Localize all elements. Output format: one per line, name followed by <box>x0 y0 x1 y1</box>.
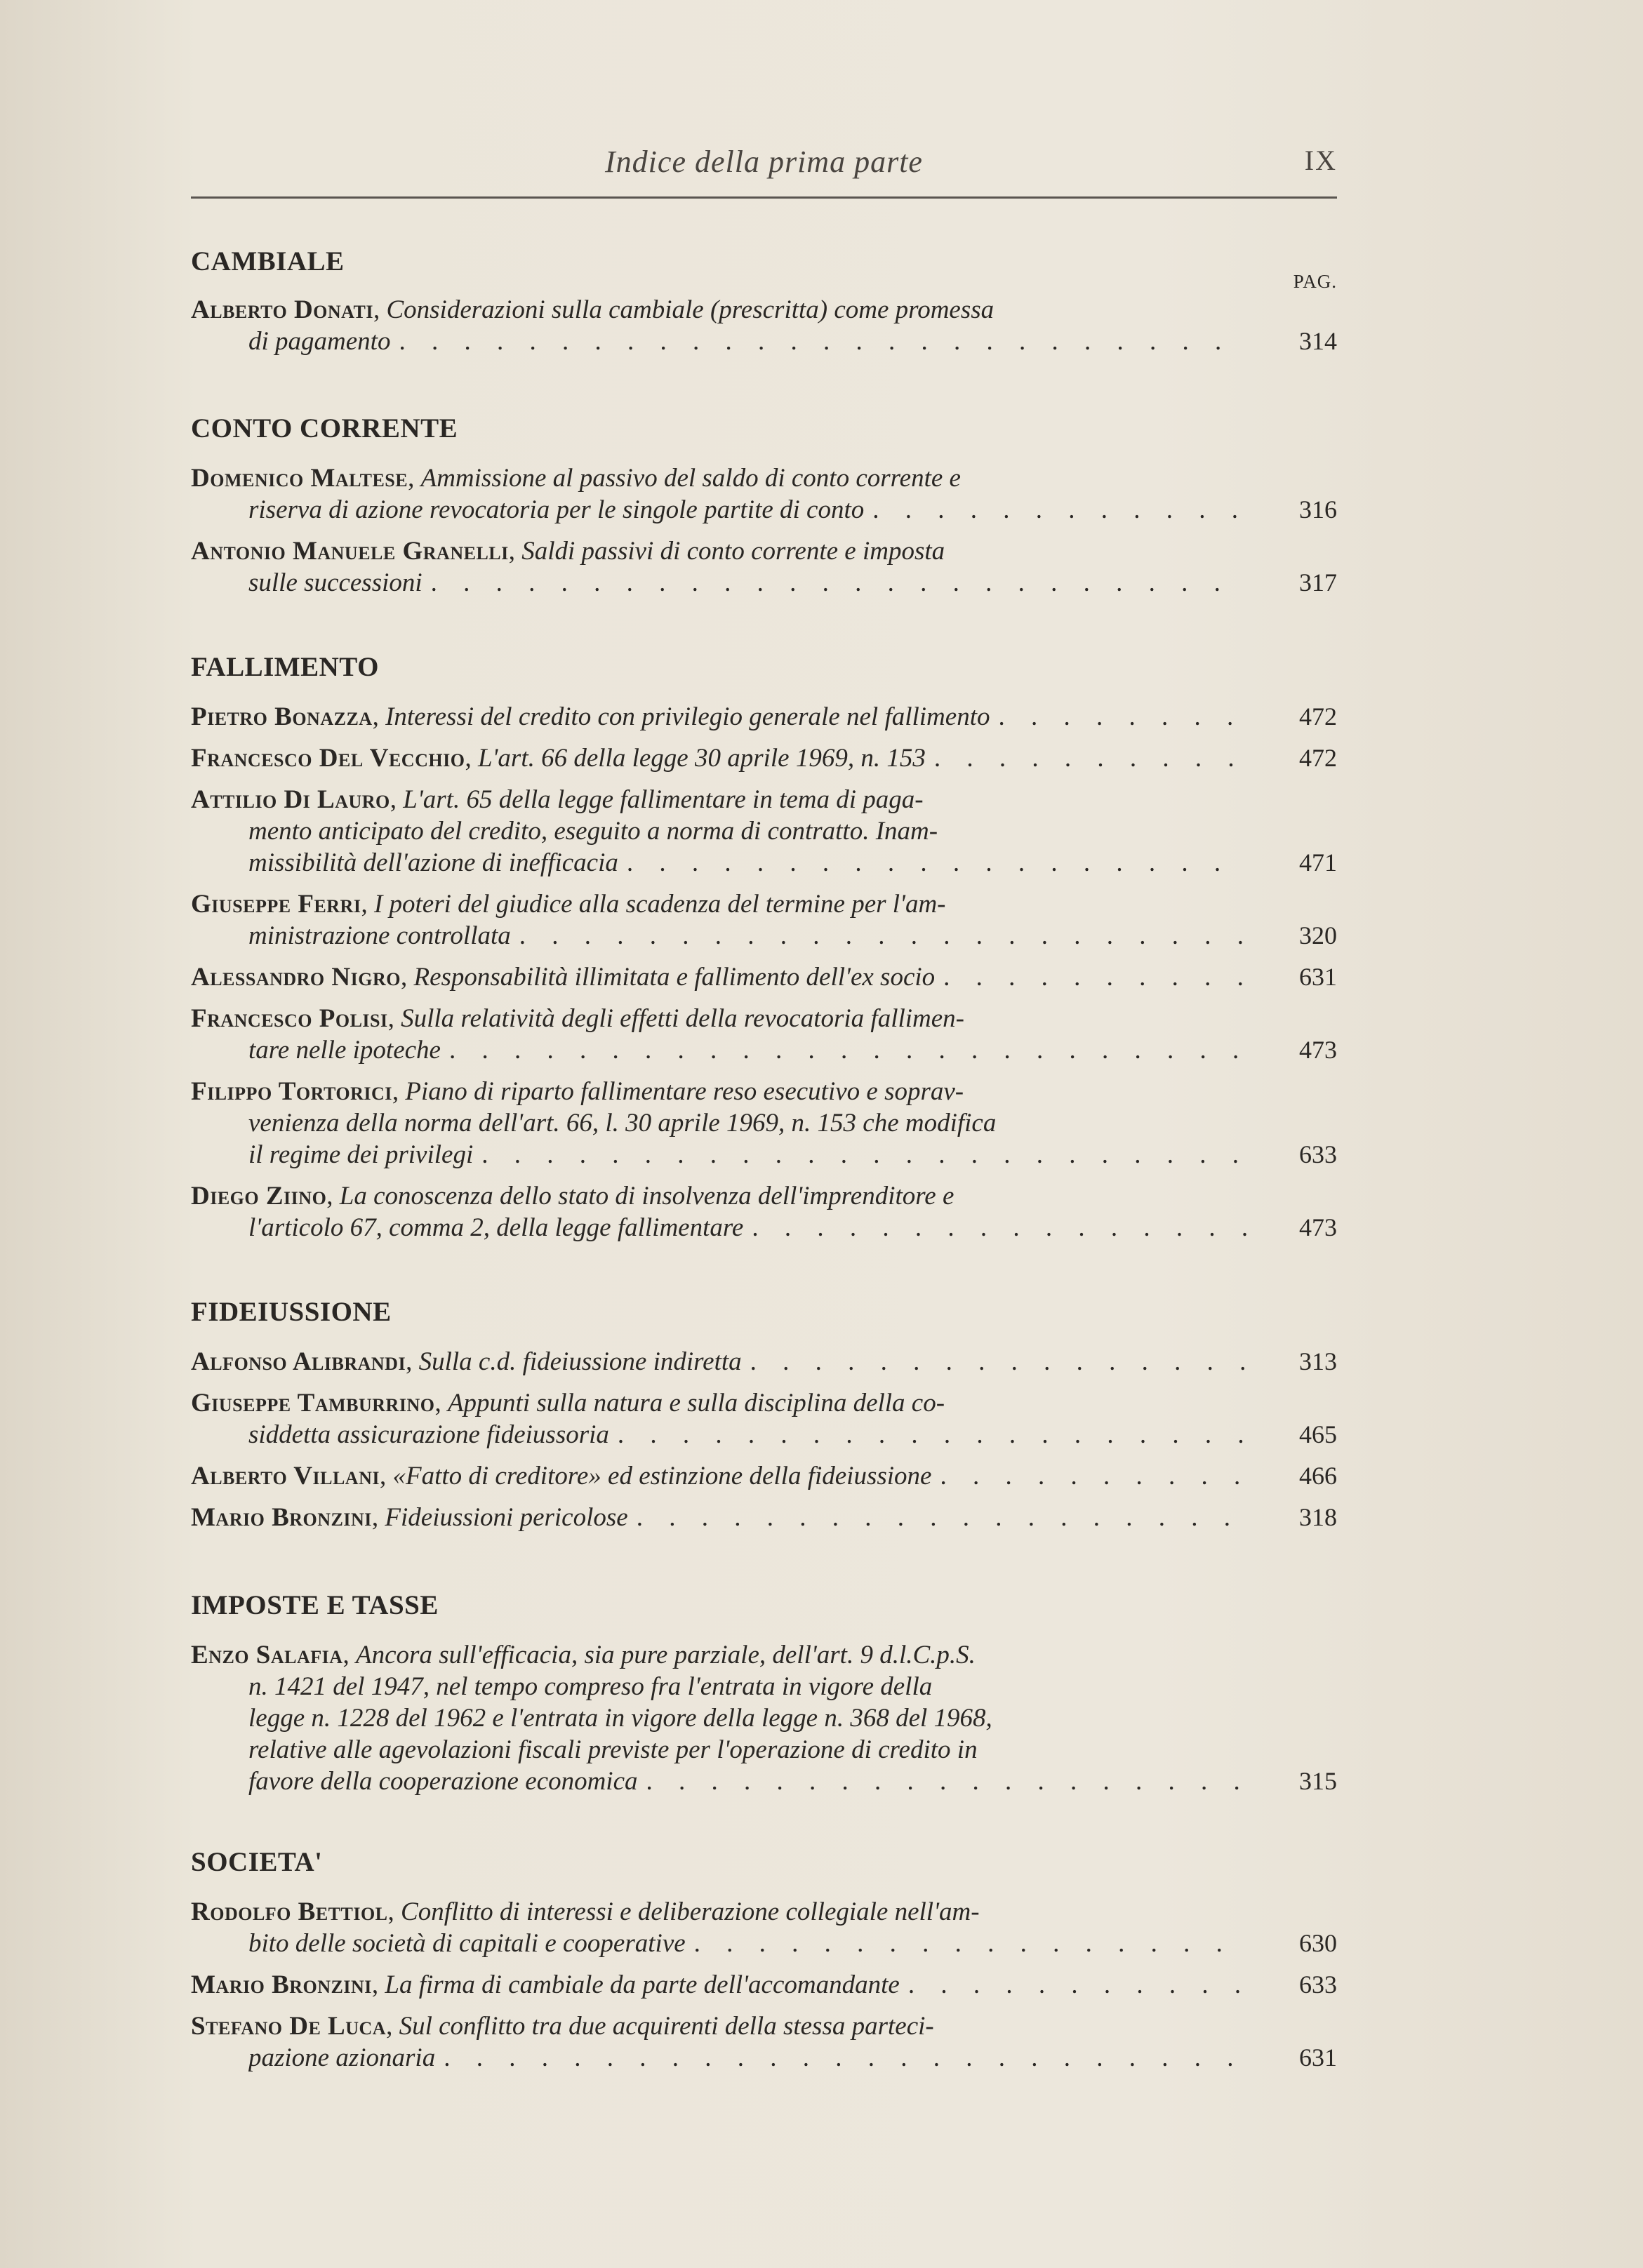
entry-title: Sulla relatività degli effetti della revocatoria fallimen- <box>401 1004 964 1033</box>
index-entry <box>191 1181 1337 1244</box>
entry-title: il regime dei privilegi <box>248 1140 474 1169</box>
comma: , <box>387 1004 401 1033</box>
index-entry <box>191 785 1337 879</box>
entry-author: Attilio Di Lauro <box>191 785 390 814</box>
entry-author: Alberto Villani <box>191 1462 380 1490</box>
entry-page: 315 <box>1299 1767 1337 1795</box>
dot-leader <box>864 495 1246 525</box>
section-heading: FALLIMENTO <box>191 652 379 682</box>
index-entry <box>191 1970 1337 2001</box>
entry-title: pazione azionaria <box>248 2043 436 2072</box>
index-entry <box>191 1388 1337 1451</box>
dot-leader <box>743 1213 1246 1243</box>
comma: , <box>386 2012 399 2041</box>
entry-author: Filippo Tortorici <box>191 1077 392 1106</box>
comma: , <box>406 1347 419 1376</box>
comma: , <box>400 963 414 992</box>
comma: , <box>361 890 374 919</box>
comma: , <box>434 1389 448 1418</box>
entry-title: venienza della norma dell'art. 66, l. 30 aprile 1969, n. 153 che modifica <box>248 1109 997 1138</box>
comma: , <box>390 785 404 814</box>
entry-title: Conflitto di interessi e deliberazione collegiale nell'am- <box>401 1897 980 1926</box>
entry-title: riserva di azione revocatoria per le singole partite di conto <box>248 495 865 524</box>
entry-title: «Fatto di creditore» ed estinzione della fideiussione <box>392 1462 932 1490</box>
entry-line <box>191 1213 1337 1244</box>
comma: , <box>326 1182 340 1210</box>
running-header <box>191 144 1337 186</box>
section-fallimento <box>191 651 1337 1254</box>
index-entry <box>191 463 1337 526</box>
entry-page: 466 <box>1299 1462 1337 1490</box>
page-number: IX <box>1304 145 1337 176</box>
entry-page: 472 <box>1299 702 1337 731</box>
index-entry <box>191 1640 1337 1798</box>
entry-author: Diego Ziino <box>191 1182 327 1210</box>
entry-author: Pietro Bonazza <box>191 702 373 731</box>
index-entry <box>191 889 1337 952</box>
entry-line <box>191 495 1337 526</box>
entry-title: I poteri del giudice alla scadenza del termine per l'am- <box>373 890 946 919</box>
section-heading: CONTO CORRENTE <box>191 413 458 443</box>
dot-leader <box>935 962 1246 992</box>
dot-leader <box>900 1970 1246 2000</box>
entry-page: 633 <box>1299 1140 1337 1168</box>
entry-title: siddetta assicurazione fideiussoria <box>248 1420 609 1449</box>
entry-page: 472 <box>1299 744 1337 772</box>
entry-line <box>191 326 1337 358</box>
dot-leader <box>742 1347 1246 1377</box>
entry-title: tare nelle ipoteche <box>248 1036 441 1065</box>
entry-title: sulle successioni <box>248 568 423 597</box>
entry-title: La firma di cambiale da parte dell'accomandante <box>385 1970 900 1999</box>
entry-page: 320 <box>1299 921 1337 949</box>
entry-line <box>191 1735 1337 1766</box>
comma: , <box>408 464 421 493</box>
entry-author: Francesco Polisi <box>191 1004 388 1033</box>
entry-line <box>191 889 1337 921</box>
section-heading: SOCIETA' <box>191 1847 323 1877</box>
entry-title: Saldi passivi di conto corrente e imposta <box>521 537 945 566</box>
entry-line <box>191 568 1337 599</box>
entry-author: Alfonso Alibrandi <box>191 1347 406 1376</box>
entry-title: Responsabilità illimitata e fallimento dell'ex socio <box>413 963 936 992</box>
entry-page: 317 <box>1299 568 1337 596</box>
comma: , <box>379 1462 393 1490</box>
entry-line <box>191 1076 1337 1108</box>
entry-title: Interessi del credito con privilegio generale nel fallimento <box>385 702 990 731</box>
entry-line <box>191 1140 1337 1171</box>
entry-title: relative alle agevolazioni fiscali previste per l'operazione di credito in <box>248 1735 978 1764</box>
entry-line <box>191 848 1337 879</box>
entry-page: 313 <box>1299 1347 1337 1375</box>
entry-page: 631 <box>1299 963 1337 991</box>
entry-line <box>191 1928 1337 1960</box>
entry-title: di pagamento <box>248 327 391 356</box>
dot-leader <box>926 743 1246 773</box>
entry-line <box>191 536 1337 568</box>
entry-line <box>191 702 1337 733</box>
entry-title: L'art. 66 della legge 30 aprile 1969, n. 153 <box>477 744 926 773</box>
index-entry <box>191 2011 1337 2074</box>
entry-page: 465 <box>1299 1420 1337 1448</box>
entry-title: n. 1421 del 1947, nel tempo compreso fra l'entrata in vigore della <box>248 1672 933 1701</box>
entry-title: missibilità dell'azione di inefficacia <box>248 848 618 877</box>
entry-author: Alberto Donati <box>191 295 373 324</box>
entry-title: La conoscenza dello stato di insolvenza dell'imprenditore e <box>339 1182 954 1210</box>
entry-line <box>191 921 1337 952</box>
index-entry <box>191 1003 1337 1067</box>
dot-leader <box>511 921 1246 951</box>
entry-author: Giuseppe Tamburrino <box>191 1389 435 1418</box>
dot-leader <box>931 1461 1246 1491</box>
section-heading: FIDEIUSSIONE <box>191 1297 392 1327</box>
entry-page: 318 <box>1299 1503 1337 1531</box>
section-conto-corrente <box>191 413 1337 609</box>
entry-line <box>191 1388 1337 1420</box>
entry-author: Giuseppe Ferri <box>191 890 361 919</box>
entry-author: Alessandro Nigro <box>191 963 401 992</box>
entry-author: Mario Bronzini <box>191 1503 372 1532</box>
comma: , <box>508 537 522 566</box>
entry-line <box>191 743 1337 775</box>
entry-title: l'articolo 67, comma 2, della legge fallimentare <box>248 1213 744 1242</box>
section-heading: CAMBIALE <box>191 246 345 276</box>
entry-title: Fideiussioni pericolose <box>385 1503 628 1532</box>
entry-line <box>191 1420 1337 1451</box>
section-fideiussione <box>191 1296 1337 1544</box>
entry-author: Domenico Maltese <box>191 464 408 493</box>
dot-leader <box>435 2043 1246 2073</box>
index-entry <box>191 962 1337 994</box>
section-societa <box>191 1846 1337 2084</box>
entry-line <box>191 1766 1337 1798</box>
entry-line <box>191 2011 1337 2043</box>
entry-line <box>191 962 1337 994</box>
section-cambiale <box>191 246 1337 368</box>
comma: , <box>342 1641 357 1669</box>
entry-line <box>191 1897 1337 1928</box>
entry-page: 633 <box>1299 1970 1337 1999</box>
entry-line <box>191 1970 1337 2001</box>
entry-author: Mario Bronzini <box>191 1970 372 1999</box>
dot-leader <box>390 326 1246 356</box>
entry-line <box>191 1108 1337 1140</box>
entry-page: 631 <box>1299 2043 1337 2072</box>
entry-title: favore della cooperazione economica <box>248 1767 638 1796</box>
entry-page: 316 <box>1299 495 1337 523</box>
index-entry <box>191 702 1337 733</box>
entry-author: Stefano De Luca <box>191 2012 387 2041</box>
entry-line <box>191 463 1337 495</box>
entry-page: 471 <box>1299 848 1337 876</box>
comma: , <box>373 295 387 324</box>
entry-author: Enzo Salafia <box>191 1641 343 1669</box>
index-entry <box>191 1897 1337 1960</box>
comma: , <box>465 744 478 773</box>
index-entry <box>191 743 1337 775</box>
entry-line <box>191 2043 1337 2074</box>
entry-title: Sulla c.d. fideiussione indiretta <box>418 1347 742 1376</box>
dot-leader <box>686 1928 1246 1959</box>
running-title: Indice della prima parte <box>605 145 923 179</box>
index-entry <box>191 1502 1337 1534</box>
entry-title: Ammissione al passivo del saldo di conto corrente e <box>420 464 961 493</box>
entry-title: L'art. 65 della legge fallimentare in tema di paga- <box>403 785 924 814</box>
comma: , <box>387 1897 401 1926</box>
entry-line <box>191 1502 1337 1534</box>
entry-title: Appunti sulla natura e sulla disciplina della co- <box>447 1389 945 1418</box>
dot-leader <box>628 1502 1246 1533</box>
section-imposte-e-tasse <box>191 1589 1337 1808</box>
index-entry <box>191 1076 1337 1171</box>
entry-line <box>191 1181 1337 1213</box>
entry-line <box>191 785 1337 816</box>
entry-author: Francesco Del Vecchio <box>191 744 465 773</box>
entry-title: Piano di riparto fallimentare reso esecutivo e soprav- <box>405 1077 964 1106</box>
index-entry <box>191 536 1337 599</box>
entry-title: Sul conflitto tra due acquirenti della stessa parteci- <box>399 2012 934 2041</box>
entry-title: legge n. 1228 del 1962 e l'entrata in vigore della legge n. 368 del 1968, <box>248 1704 992 1733</box>
entry-title: Ancora sull'efficacia, sia pure parziale, dell'art. 9 d.l.C.p.S. <box>356 1641 976 1669</box>
comma: , <box>372 702 386 731</box>
dot-leader <box>638 1766 1247 1796</box>
entry-title: mento anticipato del credito, eseguito a norma di contratto. Inam- <box>248 817 938 846</box>
dot-leader <box>990 702 1246 732</box>
entry-line <box>191 1461 1337 1493</box>
entry-title: ministrazione controllata <box>248 921 511 950</box>
header-rule <box>191 196 1337 199</box>
dot-leader <box>441 1035 1246 1065</box>
index-entry <box>191 1347 1337 1378</box>
entry-page: 473 <box>1299 1036 1337 1064</box>
entry-line <box>191 816 1337 848</box>
dot-leader <box>423 568 1246 598</box>
entry-line <box>191 295 1337 326</box>
comma: , <box>392 1077 406 1106</box>
entry-line <box>191 1003 1337 1035</box>
entry-line <box>191 1035 1337 1067</box>
entry-line <box>191 1703 1337 1735</box>
entry-page: 630 <box>1299 1929 1337 1957</box>
entry-title: Considerazioni sulla cambiale (prescritta) come promessa <box>386 295 995 324</box>
dot-leader <box>618 848 1246 878</box>
comma: , <box>371 1503 385 1532</box>
index-entry <box>191 1461 1337 1493</box>
entry-author: Antonio Manuele Granelli <box>191 537 509 566</box>
section-heading: IMPOSTE E TASSE <box>191 1590 439 1620</box>
entry-line <box>191 1672 1337 1703</box>
page-column-label: PAG. <box>1293 271 1337 292</box>
index-entry <box>191 295 1337 358</box>
comma: , <box>371 1970 385 1999</box>
dot-leader <box>609 1420 1246 1450</box>
entry-page: 314 <box>1299 327 1337 355</box>
dot-leader <box>473 1140 1246 1170</box>
entry-line <box>191 1347 1337 1378</box>
entry-page: 473 <box>1299 1213 1337 1241</box>
entry-line <box>191 1640 1337 1672</box>
entry-title: bito delle società di capitali e cooperative <box>248 1929 686 1958</box>
entry-author: Rodolfo Bettiol <box>191 1897 388 1926</box>
